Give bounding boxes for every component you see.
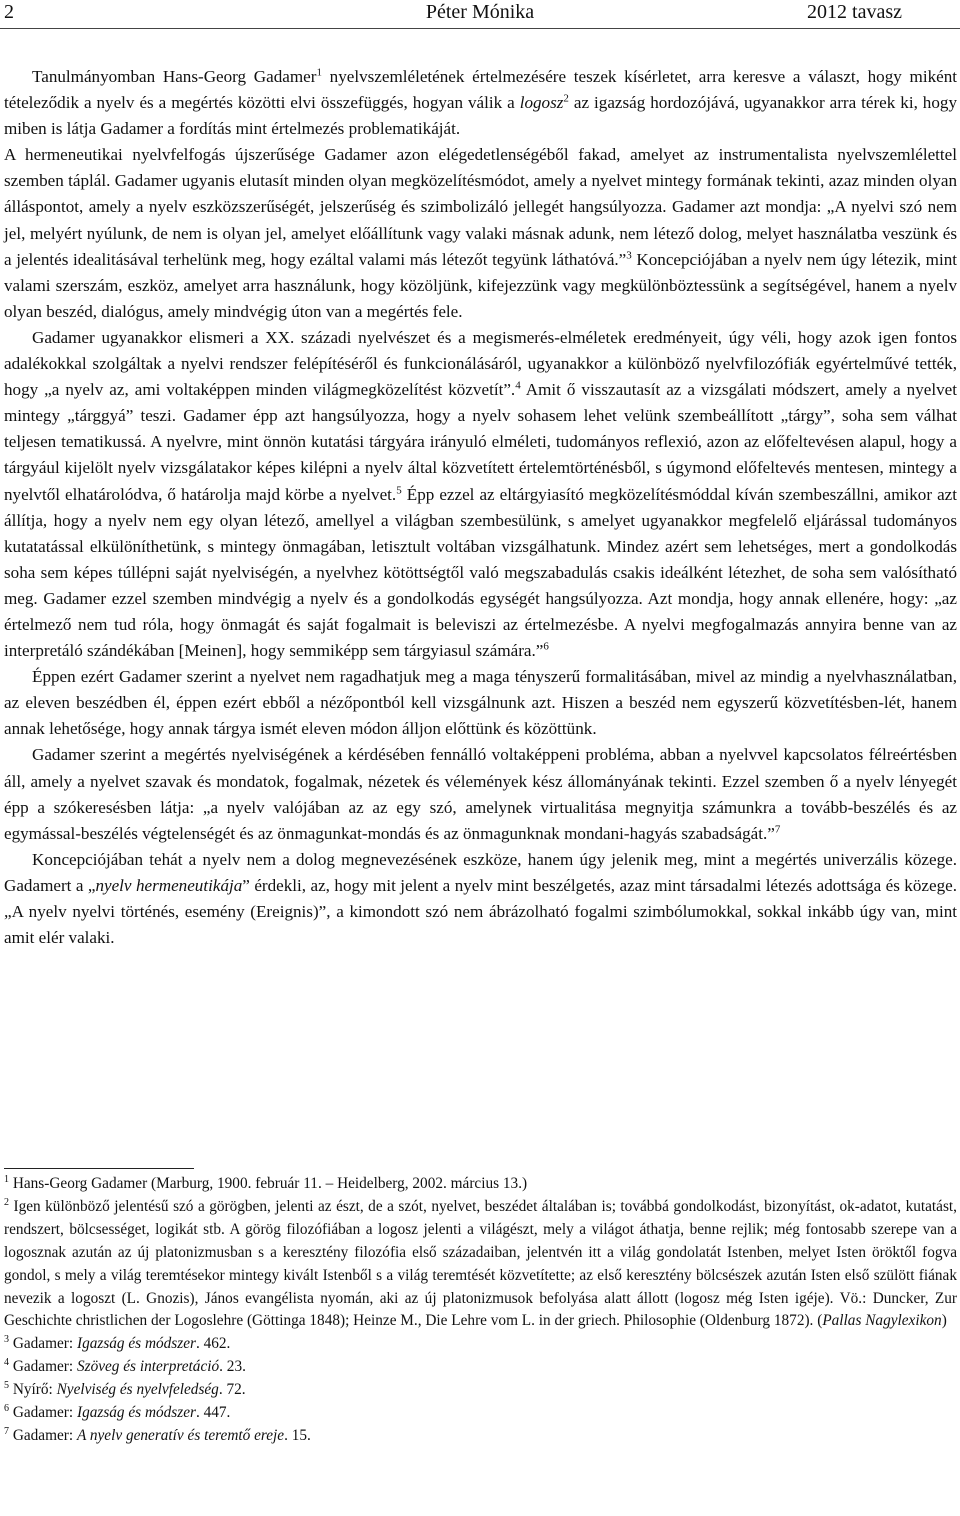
footnote-title: Szöveg és interpretáció [76,1358,220,1376]
text-run: az igazság hordozójává, ugyanakkor arra térek ki, hogy miben is látja Gadamer a fordítás mint értelmezés problematikáját. [4,93,957,139]
footnote-text: Nyírő: [9,1381,57,1399]
header-author: Péter Mónika [425,1,535,23]
paragraph-3 [4,325,957,664]
header-term: 2012 tavasz [807,1,902,23]
footnote-title: A nyelv generatív és teremtő ereje [76,1426,285,1444]
text-run: A hermeneutikai nyelvfelfogás újszerűsége Gadamer azon elégedetlenségéből fakad, amelyet az instrumentalista nyelvszemlélettel szemben táplál. Gadamer ugyanis elutasít minden olyan megközelítésmódot, amely a nyelvet mintegy formának tekinti, azaz minden olyan álláspontot, amely a nyelv eszközszerűségét, jelszerűség és szimbolizáló jellegét hangsúlyozza. Gadamer azt mondja: „A nyelvi szó nem jel, melyért nyúlunk, de nem is olyan jel, amelyet előállítunk vagy valaki másnak adunk, nem létező dolog, melyet használatba veszünk és a jelentés idealitásával terhelünk meg, hogy ezáltal valami más létezőt tegyünk láthatóvá.” [4,145,957,269]
text-run: ” érdekli, az, hogy mit jelent a nyelv mint beszélgetés, azaz mint társadalmi létezés adottsága és közege. „A nyelv nyelvi történés, esemény (Ereignis)”, a kimondott szó nem ábrázolható fogalmi szimbólumokkal, sokkal inkább úgy van, mint amit elér valaki. [4,875,957,948]
footnote-text: . 23. [219,1358,246,1376]
paragraph-2 [4,142,957,325]
footnote-text: Gadamer: [9,1358,77,1376]
footnote-text: . 447. [195,1404,231,1422]
text-run: nyelvszemléletének értelmezésére teszek kísérletet, arra keresve a választ, hogy miként tételeződik a nyelv és a megértés közötti elvi összefüggés, hogyan válik a [4,67,957,113]
footnote-6 [4,1402,957,1425]
footnote-3 [4,1333,957,1356]
page-header [0,0,960,29]
footnote-4 [4,1356,957,1379]
footnote-ref-6: 6 [543,640,549,653]
footnote-ref-5: 5 [396,483,402,496]
footnote-number: 4 [4,1357,9,1369]
text-run: Gadamer szerint a megértés nyelviségének a kérdésében fennálló voltaképpeni probléma, abban a nyelvvel kapcsolatos félreértésben áll, amely a nyelvet szavak és mondatok, fogalmak, nézetek és vélemények kész állományának tekinti. Ezzel szemben ő a nyelv lényegét épp a szókeresésben látja: „a nyelv valójában az az egy szó, amelynek virtualitása megnyitja számunkra a tovább-beszélés és az egymással-beszélés végtelenségét és az önmagunkat-mondás és az önmagunknak mondani-hagyás szabadságát.” [4,745,957,843]
text-run: Gadamer ugyanakkor elismeri a XX. századi nyelvészet és a megismerés-elméletek eredményeit, úgy véli, hogy azok igen fontos adalékokkal szolgáltak a nyelvi rendszer felépítéséről és funkcionálásáról, ugyanakkor a különböző nyelvfilozófiák egyértelművé tették, hogy „a nyelv az, ami voltaképpen minden világmegközelítést közvetít”. [4,327,957,400]
footnote-number: 6 [4,1402,9,1414]
footnote-number: 3 [4,1334,9,1346]
footnote-ref-1: 1 [316,66,322,79]
footnotes [4,1173,957,1448]
footnote-7 [4,1425,957,1448]
footnote-title: Igazság és módszer [76,1404,196,1422]
footnote-text: Hans-Georg Gadamer (Marburg, 1900. február 11. – Heidelberg, 2002. március 13.) [9,1175,528,1192]
footnote-text: . 15. [284,1426,311,1444]
footnote-text: . 72. [218,1381,246,1399]
footnote-title: Nyelviség és nyelvfeledség [56,1381,219,1399]
footnote-separator [4,1168,194,1169]
footnote-number: 1 [4,1173,9,1185]
footnote-ref-3: 3 [626,248,632,261]
text-run: Éppen ezért Gadamer szerint a nyelvet nem ragadhatjuk meg a maga tényszerű formalitásában, mivel az mindig a nyelvhasználatban, az eleven beszédben él, éppen ezért ebből a nézőpontból kell vizsgálnunk azt. Hiszen a beszéd nem egyszerű közvetítésben-lét, hanem annak lehetősége, hogy annak tárgya ismét eleven módon álljon előttünk és közöttünk. [4,667,957,739]
body-text [4,64,957,951]
footnote-text: Gadamer: [9,1404,77,1422]
paragraph-4 [4,664,957,742]
footnote-ref-2: 2 [563,92,569,105]
footnote-text: Gadamer: [9,1426,77,1444]
footnote-2 [4,1196,957,1333]
footnote-text: . 462. [195,1335,231,1353]
text-run: Épp ezzel az eltárgyiasító megközelítésmóddal kíván szembeszállni, amikor azt állítja, hogy a nyelv nem egy olyan létező, amellyel a világban szembesülünk, s amelyet ugyanakkor megfelelő eljárással tudományos kutatatással elkülöníthetünk, s mintegy önmagában, letisztult voltában vizsgálhatunk. Mindez azért sem lehetséges, mert a gondolkodás soha sem képes túllépni saját nyelviségén, a nyelvhez kötöttségtől való megszabadulás csakis ideálként létezhet, de soha sem valósítható meg. Gadamer ezzel szemben mindvégig a nyelv és a gondolkodás egységét hangsúlyozza. Azt mondja, hogy annak ellenére, hogy: „az értelmező nem tud róla, hogy önmagát és saját fogalmait is beleviszi az értelmezésbe. A nyelvi megfogalmazás annyira benne van az interpretáló szándékában [Meinen], hogy semmiképp sem tárgyiasul számára.” [4,484,957,661]
paragraph-1 [4,64,957,142]
footnote-source: Pallas Nagylexikon [822,1312,942,1330]
page-number: 2 [4,1,14,23]
footnote-text: ) [941,1312,947,1330]
text-run: Amit ő visszautasít az a vizsgálati módszert, amely a nyelvet mintegy „tárggyá” teszi. Gadamer épp azt hangsúlyozza, hogy a nyelv sohasem lehet velünk szembeállított „tárgy”, soha sem válhat teljesen tematikussá. A nyelvre, mint önnön kutatási tárgyára irányuló elméleti, tudományos reflexió, azon az előfeltevésen alapul, hogy a tárgyául kijelölt nyelv vizsgálatakor képes kilépni a nyelv által közvetített értelemtörténésből, s úgymond előfeltevés mentesen, mintegy a nyelvtől elhatárolódva, ő határolja majd körbe a nyelvet. [4,380,957,504]
text-run: Tanulmányomban Hans-Georg Gadamer [32,67,317,86]
footnote-text: Gadamer: [9,1335,77,1353]
footnote-5 [4,1379,957,1402]
footnote-title: Igazság és módszer [76,1335,196,1353]
footnote-number: 7 [4,1425,9,1437]
footnote-ref-7: 7 [774,823,781,836]
footnote-text: Igen különböző jelentésű szó a görögben, jelenti az észt, de a szót, nyelvet, beszédet általában is; továbbá gondolkodást, bizonyítást, ok-adatot, kutatást, rendszert, bölcsességet, logikát stb. A görög filozófiában a logosz jelenti a világészt, mely a világot áthatja, benne rejlik; még fontosabb szerepe van a logosznak azután az új platonizmusban s a keresztény filozófia első századaiban, jelentvén itt a világ gondolatát Istenben, melyet Isten öröktől fogva gondol, s mely a világ teremtésekor mintegy kivált Istenből s a világ teremtését közvetítette; az első keresztény bölcsészek azután Isten első szülött fiának nevezik a logoszt (L. Gnozis), János evangélista nyomán, aki az új platonizmusok befolyása alatt állott (logosz még Isten igéje). Vö.: Duncker, Zur Geschichte christlichen der Logoslehre (Göttinga 1848); Heinze M., Die Lehre vom L. in der griech. Philosophie (Oldenburg 1872). ( [4,1197,957,1330]
footnote-number: 2 [4,1196,9,1208]
emphasis: nyelv hermeneutikája [95,875,243,895]
footnote-ref-4: 4 [515,379,521,392]
paragraph-5 [4,742,957,846]
footnote-number: 5 [4,1380,9,1392]
footnote-1 [4,1173,957,1196]
text-run: Koncepciójában a nyelv nem úgy létezik, mint valami szerszám, eszköz, amelyet arra használunk, hogy közöljünk, kifejezzünk vagy megkülönböztessünk a segítségével, hanem a nyelv olyan beszéd, dialógus, amely mindvégig úton van a megértés fele. [4,249,957,321]
paragraph-6 [4,847,957,951]
text-run: Koncepciójában tehát a nyelv nem a dolog megnevezésének eszköze, hanem úgy jelenik meg, mint a megértés univerzális közege. Gadamert a „ [4,849,957,895]
logosz-term: logosz [519,93,564,113]
